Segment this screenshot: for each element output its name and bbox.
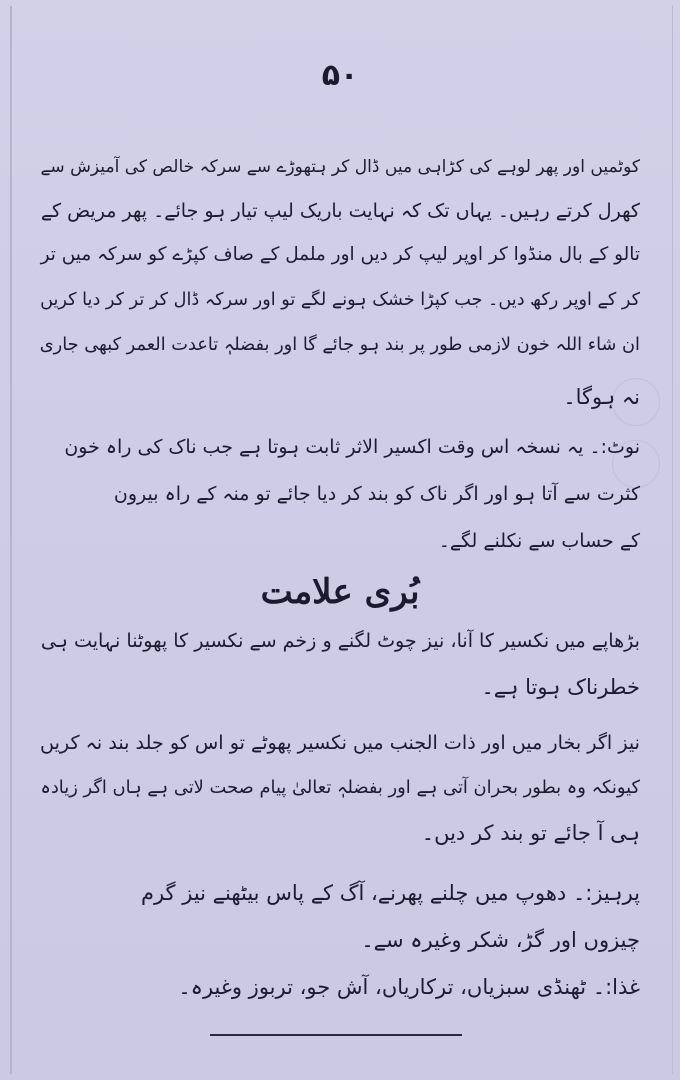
paragraph-line: ہی آ جائے تو بند کر دیں۔ (421, 821, 640, 845)
section-heading: بُری علامت (260, 572, 420, 612)
paragraph-line: نیز اگر بخار میں اور ذات الجنب میں نکسیر پھوٹے تو اس کو جلد بند نہ کریں (40, 731, 640, 754)
note-line: کثرت سے آتا ہو اور اگر ناک کو بند کر دیا جائے تو منہ کے راہ بیرون (113, 483, 640, 505)
ghiza-line: غذا:۔ ٹھنڈی سبزیاں، ترکاریاں، آش جو، تربوز وغیرہ۔ (178, 975, 640, 999)
paragraph-line: نہ ہوگا۔ (563, 385, 640, 409)
paragraph-line: بڑھاپے میں نکسیر کا آنا، نیز چوٹ لگنے و زخم سے نکسیر کا پھوٹنا نہایت ہی (40, 629, 640, 652)
paragraph-line: ان شاء اللہ خون لازمی طور پر بند ہو جائے گا اور بفضلہٖ تاعدت العمر کبھی جاری (39, 335, 640, 355)
paragraph-line: کیونکہ وہ بطور بحران آتی ہے اور بفضلہٖ تعالیٰ پیام صحت لاتی ہے ہاں اگر زیادہ (40, 777, 640, 798)
paragraph-line: کر کے اوپر رکھ دیں۔ جب کپڑا خشک ہونے لگے تو اور سرکہ ڈال کر تر کر دیا کریں (40, 290, 640, 310)
paragraph-line: کوٹمیں اور پھر لوہے کی کڑاہی میں ڈال کر ہتھوڑے سے سرکہ خالص کی آمیزش سے (40, 157, 640, 177)
paragraph-line: تالو کے بال منڈوا کر اوپر لیپ کر دیں اور ململ کے صاف کپڑے کو سرکہ میں تر (40, 244, 640, 265)
note-line: نوٹ:۔ یہ نسخہ اس وقت اکسیر الاثر ثابت ہوتا ہے جب ناک کی راہ خون (64, 436, 640, 458)
page-number: ۵۰ (321, 58, 359, 93)
note-line: کے حساب سے نکلنے لگے۔ (438, 530, 640, 552)
paragraph-line: خطرناک ہوتا ہے۔ (481, 675, 640, 699)
parhez-line: پرہیز:۔ دھوپ میں چلنے پھرنے، آگ کے پاس بیٹھنے نیز گرم (140, 881, 640, 905)
bottom-divider (210, 1034, 462, 1036)
parhez-line: چیزوں اور گڑ، شکر وغیرہ سے۔ (361, 928, 640, 952)
paragraph-line: کھرل کرتے رہیں۔ یہاں تک کہ نہایت باریک لیپ تیار ہو جائے۔ پھر مریض کے (40, 200, 640, 222)
